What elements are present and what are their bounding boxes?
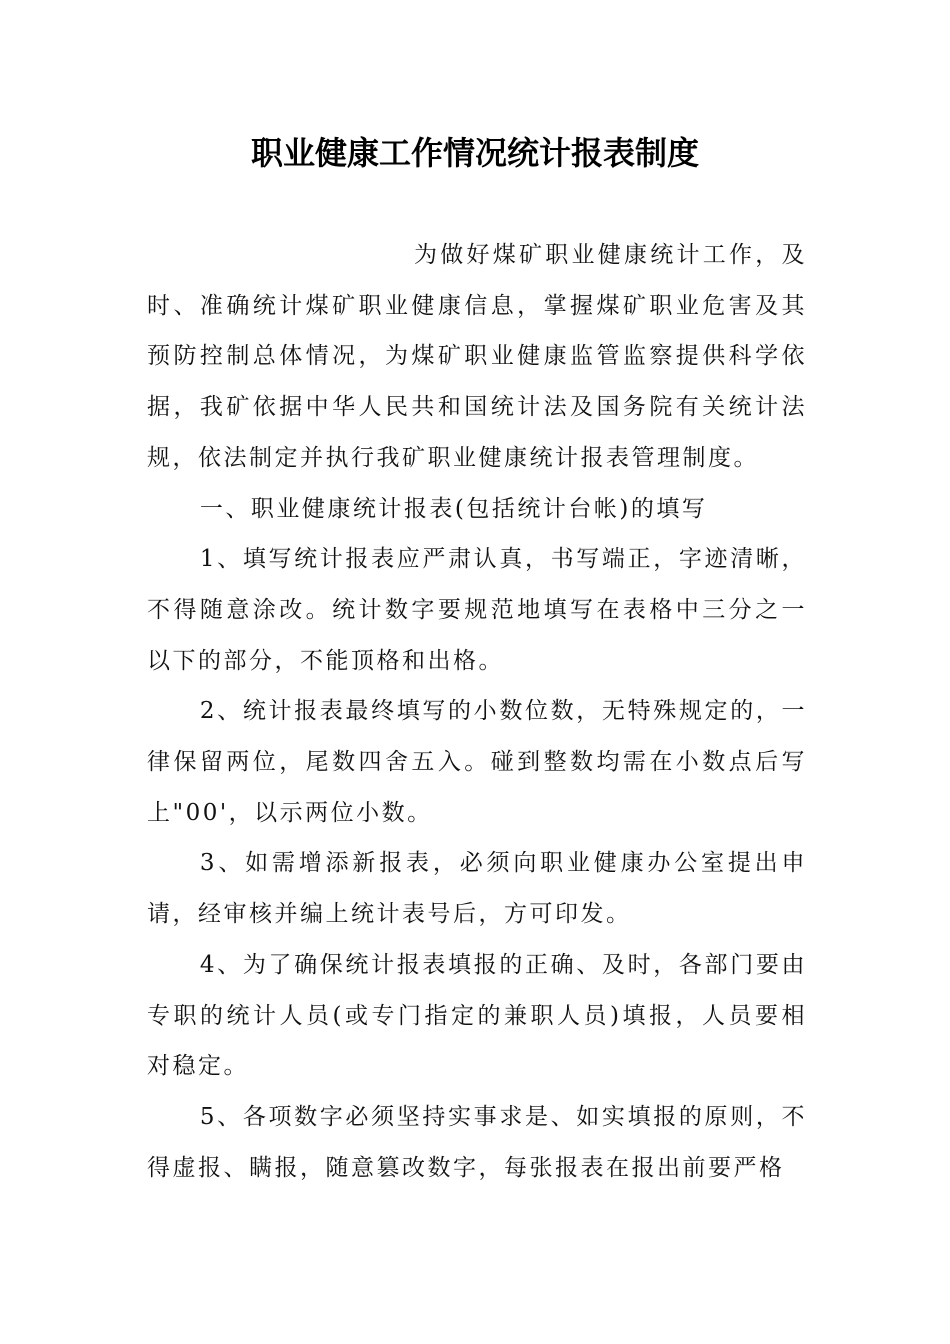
rule-paragraph-4: 4、为了确保统计报表填报的正确、及时，各部门要由专职的统计人员(或专门指定的兼职人员)填报，人员要相对稳定。 xyxy=(147,951,807,1080)
rule-paragraph-1: 1、填写统计报表应严肃认真，书写端正，字迹清晰，不得随意涂改。统计数字要规范地填写在表格中三分之一以下的部分，不能顶格和出格。 xyxy=(147,546,807,674)
document-title: 职业健康工作情况统计报表制度 xyxy=(250,134,699,172)
rule-paragraph-3: 3、如需增添新报表，必须向职业健康办公室提出申请，经审核并编上统计表号后，方可印发。 xyxy=(147,850,807,928)
rule-paragraph-5: 5、各项数字必须坚持实事求是、如实填报的原则，不得虚报、瞒报，随意篡改数字，每张报表在报出前要严格 xyxy=(147,1103,807,1181)
section-heading: 一、职业健康统计报表(包括统计台帐)的填写 xyxy=(199,495,708,522)
rule-paragraph-2: 2、统计报表最终填写的小数位数，无特殊规定的，一律保留两位，尾数四舍五入。碰到整数均需在小数点后写上"00'，以示两位小数。 xyxy=(147,698,807,826)
document-body xyxy=(147,230,807,1193)
intro-paragraph: 为做好煤矿职业健康统计工作，及时、准确统计煤矿职业健康信息，掌握煤矿职业危害及其预防控制总体情况，为煤矿职业健康监管监察提供科学依据，我矿依据中华人民共和国统计法及国务院有关统计法规，依法制定并执行我矿职业健康统计报表管理制度。 xyxy=(147,242,807,471)
